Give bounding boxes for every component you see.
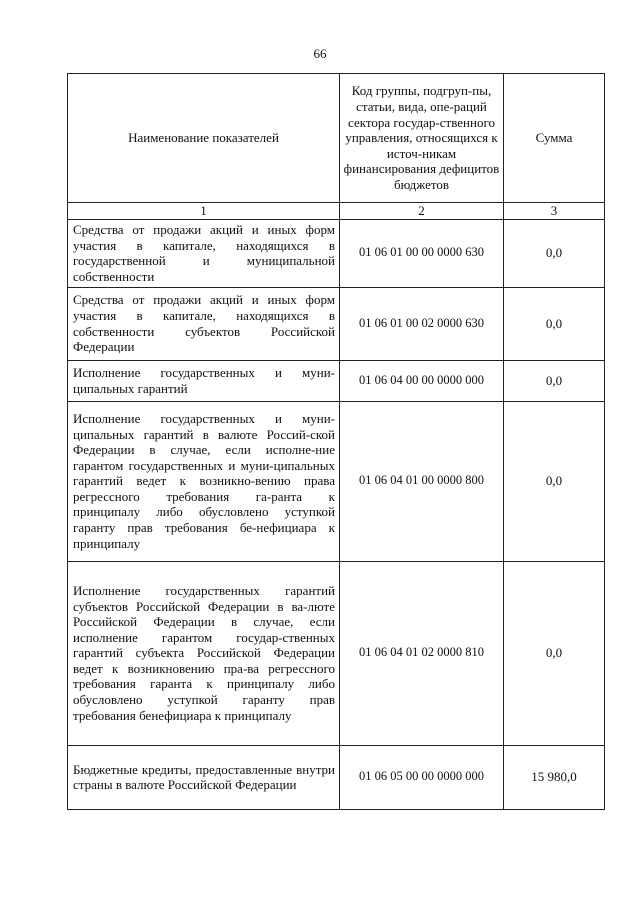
row-code: 01 06 04 01 00 0000 800	[340, 401, 504, 561]
table-row	[68, 745, 605, 809]
header-code: Код группы, подгруп-пы, статьи, вида, опе-раций сектора государ-ственного управления, относящихся к источ-никам финансирования дефицитов бюджетов	[340, 74, 504, 203]
row-sum: 0,0	[504, 360, 605, 401]
row-sum: 0,0	[504, 219, 605, 287]
table-row	[68, 287, 605, 360]
header-sum: Сумма	[504, 74, 605, 203]
table-row	[68, 561, 605, 745]
row-name: Средства от продажи акций и иных форм участия в капитале, находящихся в государственной и муниципальной собственности	[68, 219, 340, 287]
row-code: 01 06 01 00 00 0000 630	[340, 219, 504, 287]
table-row	[68, 219, 605, 287]
column-number: 1	[68, 203, 340, 220]
row-name: Средства от продажи акций и иных форм участия в капитале, находящихся в собственности субъектов Российской Федерации	[68, 287, 340, 360]
row-name: Бюджетные кредиты, предоставленные внутри страны в валюте Российской Федерации	[68, 745, 340, 809]
row-code: 01 06 04 00 00 0000 000	[340, 360, 504, 401]
header-name: Наименование показателей	[68, 74, 340, 203]
column-number: 2	[340, 203, 504, 220]
row-name: Исполнение государственных и муни-ципальных гарантий в валюте Россий-ской Федерации в случае, если исполне-ние гарантом государственных и муни-ципальных гарантий ведет к возникно-вению права регрессного требования га-ранта к принципалу либо обусловлено уступкой гаранту прав требования бе-нефициара к принципалу	[68, 401, 340, 561]
row-code: 01 06 01 00 02 0000 630	[340, 287, 504, 360]
row-name: Исполнение государственных и муни-ципальных гарантий	[68, 360, 340, 401]
row-code: 01 06 04 01 02 0000 810	[340, 561, 504, 745]
row-sum: 0,0	[504, 561, 605, 745]
row-sum: 15 980,0	[504, 745, 605, 809]
table-row	[68, 360, 605, 401]
column-number-row	[68, 203, 605, 220]
column-number: 3	[504, 203, 605, 220]
table-header-row	[68, 74, 605, 203]
row-sum: 0,0	[504, 401, 605, 561]
page-number: 66	[313, 46, 327, 61]
row-code: 01 06 05 00 00 0000 000	[340, 745, 504, 809]
row-sum: 0,0	[504, 287, 605, 360]
row-name: Исполнение государственных гарантий субъектов Российской Федерации в ва-люте Российской Федерации в случае, если исполнение гарантом государ-ственных гарантий субъекта Российской Федерации ведет к возникновению пра-ва регрессного требования гаранта к принципалу либо обусловлено уступкой гаранту прав требования бенефициара к принципалу	[68, 561, 340, 745]
table-row	[68, 401, 605, 561]
budget-sources-table	[67, 73, 605, 810]
